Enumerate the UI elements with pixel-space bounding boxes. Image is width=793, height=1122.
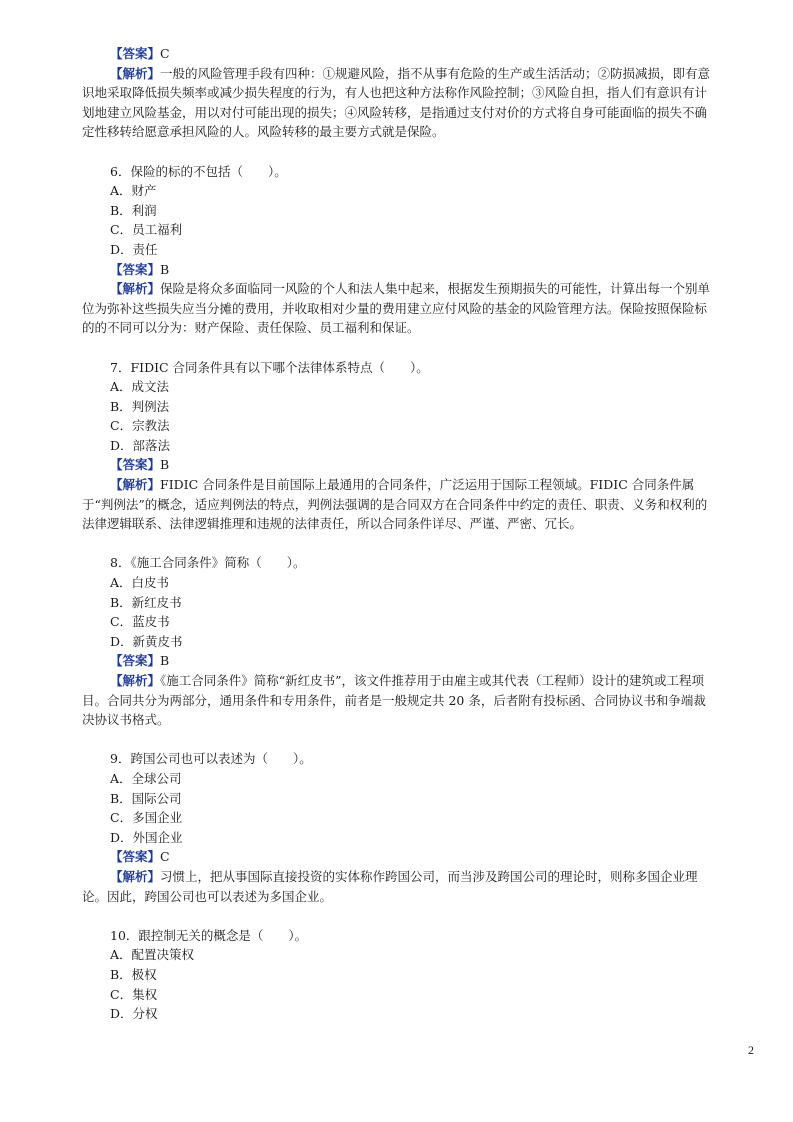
analysis-text: 习惯上，把从事国际直接投资的实体称作跨国公司，而当涉及跨国公司的理论时，则称多国企业理论。因此，跨国公司也可以表述为多国企业。 <box>82 868 698 904</box>
question-9 <box>82 749 714 906</box>
answer-line <box>82 260 714 280</box>
answer-tag: 【答案】 <box>110 653 161 669</box>
analysis-tag: 【解析】 <box>110 281 161 297</box>
option-a: A．财产 <box>110 183 157 199</box>
option-c: C．员工福利 <box>110 222 183 238</box>
analysis-text: 保险是将众多面临同一风险的个人和法人集中起来，根据发生预期损失的可能性，计算出每一个别单位为弥补这些损失应当分摊的费用，并收取相对少量的费用建立应付风险的基金的风险管理方法。保险按照保险标的的不同可以分为：财产保险、责任保险、员工福利和保证。 <box>82 281 711 336</box>
option-b: B．国际公司 <box>110 790 182 806</box>
option-a: A．全球公司 <box>110 770 182 786</box>
question-7 <box>82 358 714 534</box>
question-stem: 6．保险的标的不包括（ ）。 <box>110 163 287 179</box>
page-number: 2 <box>748 1043 754 1057</box>
answer-value: B <box>160 261 170 277</box>
question-10 <box>82 926 714 1024</box>
question-stem: 7．FIDIC 合同条件具有以下哪个法律体系特点（ ）。 <box>110 359 429 375</box>
option-d: D．新黄皮书 <box>110 633 183 649</box>
analysis-text: 一般的风险管理手段有四种：①规避风险，指不从事有危险的生产或生活活动；②防损减损，即有意识地采取降低损失频率或减少损失程度的行为，有人也把这种方法称作风险控制；③风险自担，指人们有意识有计划地建立风险基金，用以对付可能出现的损失；④风险转移，是指通过支付对价的方式将自身可能面临的损失不确定性移转给愿意承担风险的人。风险转移的最主要方式就是保险。 <box>82 65 711 140</box>
option-b: B．利润 <box>110 202 157 218</box>
answer-tag: 【答案】 <box>110 46 161 61</box>
answer-line <box>82 847 714 867</box>
answer-line <box>82 44 714 64</box>
option-a: A．白皮书 <box>110 575 170 591</box>
question-stem: 10．跟控制无关的概念是（ ）。 <box>110 927 308 943</box>
option-c: C．宗教法 <box>110 418 170 434</box>
analysis-tag: 【解析】 <box>110 673 161 688</box>
analysis-tag: 【解析】 <box>110 65 161 81</box>
analysis-text: FIDIC 合同条件是目前国际上最通用的合同条件，广泛运用于国际工程领域。FIDIC 合同条件属于“判例法”的概念，适应判例法的特点，判例法强调的是合同双方在合同条件中约定的责任、职责、义务和权利的法律逻辑联系、法律逻辑推理和违规的法律责任，所以合同条件详尽、严谨、严密、冗长。 <box>82 477 708 532</box>
analysis-text: 《施工合同条件》简称“新红皮书”，该文件推荐用于由雇主或其代表（工程师）设计的建筑或工程项目。合同共分为两部分，通用条件和专用条件，前者是一般规定共 20 条，后者附有投标函、合同协议书和争端裁决协议书格式。 <box>82 673 706 728</box>
answer-tag: 【答案】 <box>110 849 161 865</box>
answer-value: B <box>160 457 170 473</box>
analysis-paragraph <box>82 475 714 534</box>
option-b: B．新红皮书 <box>110 594 182 610</box>
answer-block-5 <box>82 44 714 142</box>
answer-value: B <box>160 653 170 669</box>
analysis-tag: 【解析】 <box>110 477 161 493</box>
answer-value: C <box>160 46 170 61</box>
answer-line <box>82 651 714 671</box>
document-page <box>82 44 714 1024</box>
question-8 <box>82 553 714 729</box>
question-6 <box>82 162 714 338</box>
option-b: B．判例法 <box>110 398 170 414</box>
analysis-paragraph <box>82 671 714 730</box>
option-c: C．集权 <box>110 986 158 1002</box>
question-stem: 8．《施工合同条件》简称（ ）。 <box>110 555 306 571</box>
question-stem: 9．跨国公司也可以表述为（ ）。 <box>110 751 312 767</box>
option-a: A．配置决策权 <box>110 947 195 963</box>
answer-tag: 【答案】 <box>110 261 161 277</box>
analysis-tag: 【解析】 <box>110 868 161 884</box>
option-c: C．多国企业 <box>110 810 183 826</box>
answer-value: C <box>160 849 170 865</box>
option-d: D．分权 <box>110 1006 158 1022</box>
option-d: D．责任 <box>110 241 158 257</box>
analysis-paragraph <box>82 279 714 338</box>
answer-tag: 【答案】 <box>110 457 161 473</box>
answer-line <box>82 455 714 475</box>
analysis-paragraph <box>82 64 714 142</box>
option-c: C．蓝皮书 <box>110 614 170 630</box>
option-d: D．外国企业 <box>110 829 183 845</box>
option-a: A．成文法 <box>110 379 170 395</box>
analysis-paragraph <box>82 867 714 906</box>
option-d: D．部落法 <box>110 437 171 453</box>
option-b: B．极权 <box>110 966 157 982</box>
